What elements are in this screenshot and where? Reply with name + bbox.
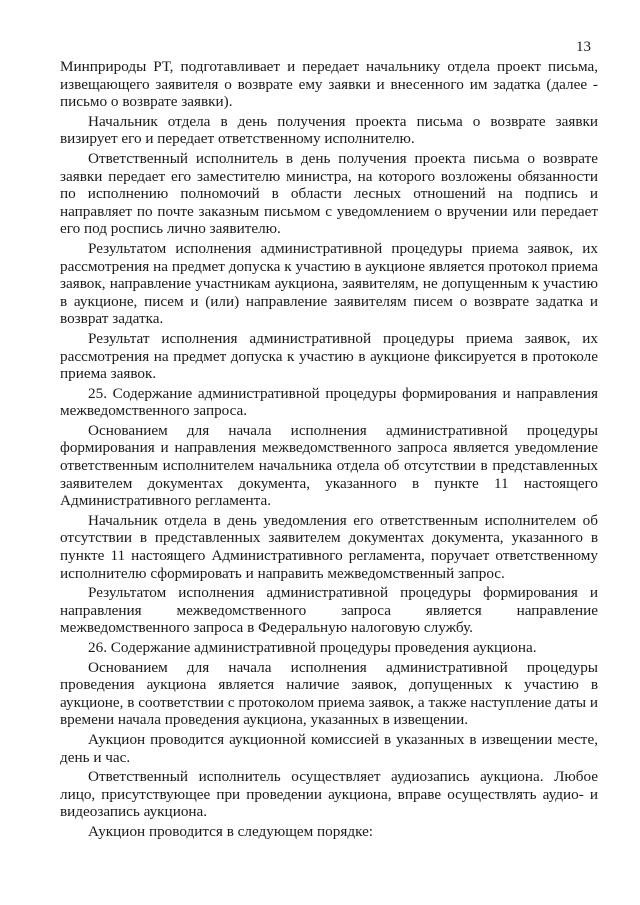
- page-number: 13: [576, 39, 591, 55]
- paragraph: Начальник отдела в день получения проекта письма о возврате заявки визирует его и передает ответственному исполнителю.: [60, 112, 598, 148]
- paragraph: Ответственный исполнитель осуществляет аудиозапись аукциона. Любое лицо, присутствующее при проведении аукциона, вправе осуществлять аудио- и видеозапись аукциона.: [60, 768, 598, 821]
- paragraph: Аукцион проводится в следующем порядке:: [88, 822, 374, 840]
- section-heading: 26. Содержание административной процедуры проведения аукциона.: [88, 639, 537, 656]
- paragraph: Минприроды РТ, подготавливает и передает начальнику отдела проект письма, извещающего заявителя о возврате ему заявки и внесенного им задатка (далее - письмо о возврате заявки).: [60, 58, 598, 111]
- body-text: [60, 58, 598, 841]
- section-heading: 25. Содержание административной процедуры формирования и направления межведомственного запроса.: [60, 384, 598, 420]
- paragraph: Результатом исполнения административной процедуры формирования и направления межведомственного запроса является направление межведомственного запроса в Федеральную налоговую службу.: [60, 584, 598, 637]
- paragraph: Аукцион проводится аукционной комиссией в указанных в извещении месте, день и час.: [60, 730, 598, 766]
- paragraph: Основанием для начала исполнения административной процедуры формирования и направления межведомственного запроса является уведомление ответственным исполнителем начальника отдела об отсутствии в представленных заявителем документах документа, указанного в пункте 11 настоящего Административного регламента.: [60, 421, 598, 510]
- paragraph: Ответственный исполнитель в день получения проекта письма о возврате заявки передает его заместителю министра, на которого возложены обязанности по исполнению полномочий в области лесных отношений на подпись и направляет по почте заказным письмом с уведомлением о вручении или передает его под роспись лично заявителю.: [60, 149, 598, 238]
- paragraph: Результатом исполнения административной процедуры приема заявок, их рассмотрения на предмет допуска к участию в аукционе является протокол приема заявок, направление участникам аукциона, заявителям, не допущенным к участию в аукционе, писем и (или) направление заявителям писем о возврате задатка и возврат задатка.: [60, 239, 598, 328]
- paragraph: Результат исполнения административной процедуры приема заявок, их рассмотрения на предмет допуска к участию в аукционе фиксируется в протоколе приема заявок.: [60, 329, 598, 383]
- paragraph: Основанием для начала исполнения административной процедуры проведения аукциона является наличие заявок, допущенных к участию в аукционе, в соответствии с протоколом приема заявок, а также наступление даты и времени начала проведения аукциона, указанных в извещении.: [60, 658, 598, 729]
- paragraph: Начальник отдела в день уведомления его ответственным исполнителем об отсутствии в представленных заявителем документах документа, указанного в пункте 11 настоящего Административного регламента, поручает ответственному исполнителю сформировать и направить межведомственный запрос.: [60, 511, 598, 582]
